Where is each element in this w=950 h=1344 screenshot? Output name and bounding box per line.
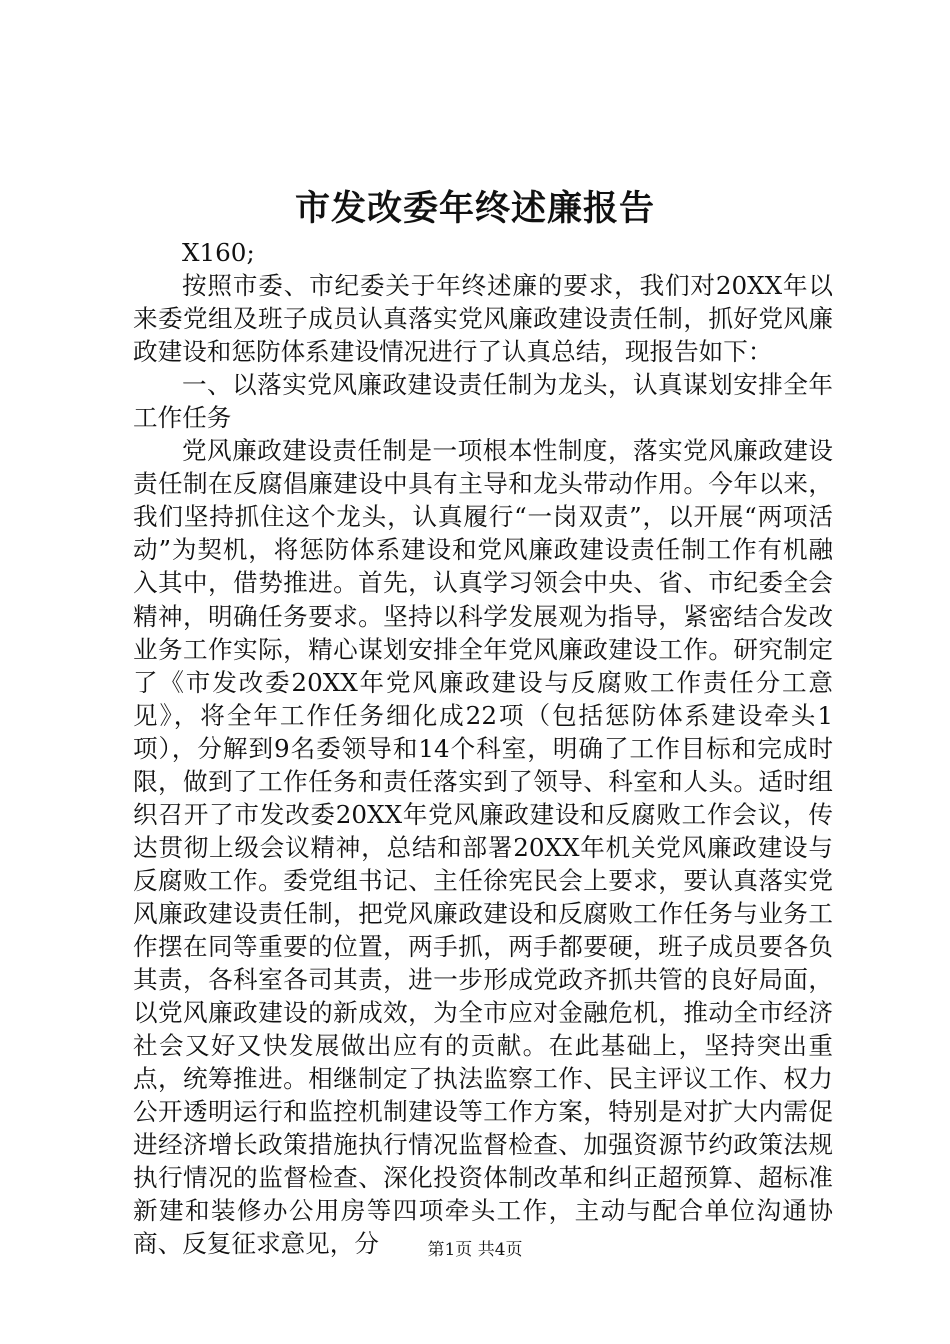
paragraph-body: 党风廉政建设责任制是一项根本性制度，落实党风廉政建设责任制在反腐倡廉建设中具有主导和龙头带动作用。今年以来，我们坚持抓住这个龙头，认真履行“一岗双责”，以开展“两项活动”为契机，将惩防体系建设和党风廉政建设责任制工作有机融入其中，借势推进。首先，认真学习领会中央、省、市纪委全会精神，明确任务要求。坚持以科学发展观为指导，紧密结合发改业务工作实际，精心谋划安排全年党风廉政建设工作。研究制定了《市发改委20XX年党风廉政建设与反腐败工作责任分工意见》，将全年工作任务细化成22项（包括惩防体系建设牵头1项），分解到9名委领导和14个科室，明确了工作目标和完成时限，做到了工作任务和责任落实到了领导、科室和人头。适时组织召开了市发改委20XX年党风廉政建设和反腐败工作会议，传达贯彻上级会议精神，总结和部署20XX年机关党风廉政建设与反腐败工作。委党组书记、主任徐宪民会上要求，要认真落实党风廉政建设责任制，把党风廉政建设和反腐败工作任务与业务工作摆在同等重要的位置，两手抓，两手都要硬，班子成员要各负其责，各科室各司其责，进一步形成党政齐抓共管的良好局面，以党风廉政建设的新成效，为全市应对金融危机，推动全市经济社会又好又快发展做出应有的贡献。在此基础上，坚持突出重点，统筹推进。相继制定了执法监察工作、民主评议工作、权力公开透明运行和监控机制建设等工作方案，特别是对扩大内需促进经济增长政策措施执行情况监督检查、加强资源节约政策法规执行情况的监督检查、深化投资体制改革和纠正超预算、超标准新建和装修办公用房等四项牵头工作，主动与配合单位沟通协商、反复征求意见，分 bbox=[133, 436, 833, 1259]
paragraph-intro: 按照市委、市纪委关于年终述廉的要求，我们对20XX年以来委党组及班子成员认真落实党风廉政建设责任制，抓好党风廉政建设和惩防体系建设情况进行了认真总结，现报告如下： bbox=[133, 271, 833, 367]
document-title: 市发改委年终述廉报告 bbox=[294, 188, 655, 229]
section-heading-1: 一、以落实党风廉政建设责任制为龙头，认真谋划安排全年工作任务 bbox=[133, 370, 833, 433]
document-body bbox=[133, 236, 833, 1260]
paragraph-code: X160; bbox=[182, 238, 255, 267]
page-footer: 第1页 共4页 bbox=[427, 1240, 523, 1260]
